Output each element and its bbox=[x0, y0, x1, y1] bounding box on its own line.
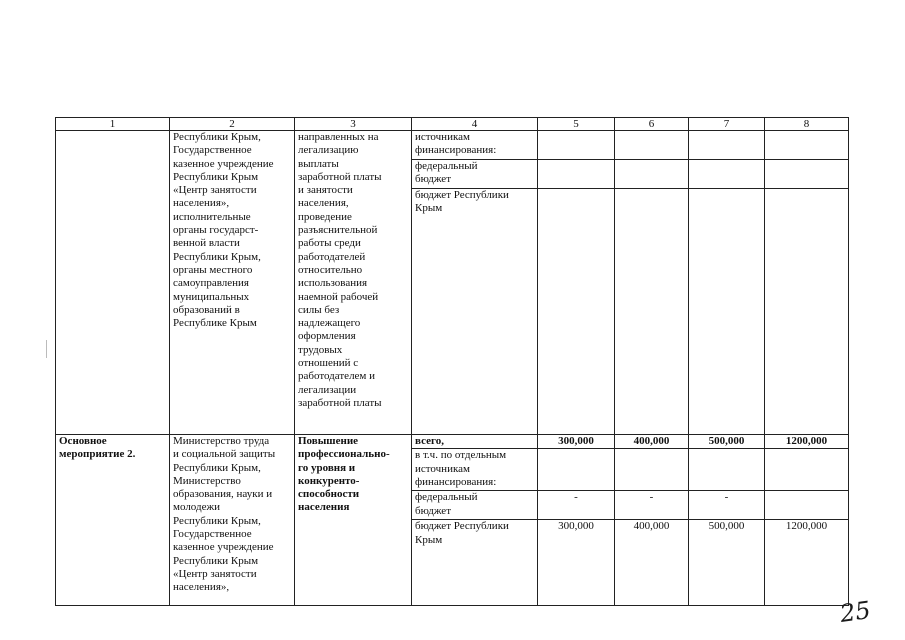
page-number: 25 bbox=[838, 596, 873, 628]
table-row bbox=[56, 435, 849, 449]
value-cell bbox=[615, 449, 689, 491]
value-cell bbox=[765, 189, 849, 435]
value-cell bbox=[538, 449, 615, 491]
measure-title-cell: Основное мероприятие 2. bbox=[56, 435, 170, 606]
empty-cell bbox=[56, 131, 170, 435]
value-cell bbox=[689, 189, 765, 435]
value-cell: - bbox=[538, 491, 615, 520]
value-cell bbox=[615, 131, 689, 160]
value-cell bbox=[615, 189, 689, 435]
col-number: 2 bbox=[170, 118, 295, 131]
value-cell: - bbox=[615, 491, 689, 520]
value-cell: 300,000 bbox=[538, 435, 615, 449]
value-cell: 500,000 bbox=[689, 520, 765, 606]
value-cell bbox=[689, 160, 765, 189]
value-cell bbox=[689, 131, 765, 160]
value-cell: 1200,000 bbox=[765, 435, 849, 449]
value-cell bbox=[765, 131, 849, 160]
funding-source-cell: федеральный бюджет bbox=[412, 160, 538, 189]
value-cell bbox=[765, 449, 849, 491]
col-number: 8 bbox=[765, 118, 849, 131]
value-cell bbox=[615, 160, 689, 189]
table-row bbox=[56, 131, 849, 160]
col-number: 6 bbox=[615, 118, 689, 131]
value-cell: 300,000 bbox=[538, 520, 615, 606]
column-number-row bbox=[56, 118, 849, 131]
funding-source-cell: в т.ч. по отдельным источникам финансирования: bbox=[412, 449, 538, 491]
value-cell bbox=[538, 160, 615, 189]
value-cell bbox=[538, 131, 615, 160]
col-number: 1 bbox=[56, 118, 170, 131]
col-number: 5 bbox=[538, 118, 615, 131]
value-cell bbox=[538, 189, 615, 435]
budget-table bbox=[55, 117, 849, 606]
funding-source-cell: бюджет Республики Крым bbox=[412, 520, 538, 606]
value-cell bbox=[765, 491, 849, 520]
funding-source-cell: источникам финансирования: bbox=[412, 131, 538, 160]
executors-cell: Министерство труда и социальной защиты Республики Крым, Министерство образования, науки и молодежи Республики Крым, Государственное казенное учреждение Республики Крым «Центр занятости населения», bbox=[170, 435, 295, 606]
measure-description-cell: Повышение профессионально- го уровня и конкуренто- способности населения bbox=[295, 435, 412, 606]
value-cell bbox=[765, 160, 849, 189]
measure-description-cell: направленных на легализацию выплаты заработной платы и занятости населения, проведение разъяснительной работы среди работодателей относительно использования наемной рабочей силы без надлежащего оформления трудовых отношений с работодателем и легализации заработной платы bbox=[295, 131, 412, 435]
funding-source-cell: всего, bbox=[412, 435, 538, 449]
col-number: 4 bbox=[412, 118, 538, 131]
value-cell: 400,000 bbox=[615, 435, 689, 449]
col-number: 3 bbox=[295, 118, 412, 131]
value-cell: 400,000 bbox=[615, 520, 689, 606]
scan-artifact bbox=[46, 340, 47, 358]
funding-source-cell: бюджет Республики Крым bbox=[412, 189, 538, 435]
executors-cell: Республики Крым, Государственное казенное учреждение Республики Крым «Центр занятости населения», исполнительные органы государст- венной власти Республики Крым, органы местного самоуправления муниципальных образований в Республике Крым bbox=[170, 131, 295, 435]
funding-source-cell: федеральный бюджет bbox=[412, 491, 538, 520]
value-cell: - bbox=[689, 491, 765, 520]
value-cell bbox=[689, 449, 765, 491]
value-cell: 1200,000 bbox=[765, 520, 849, 606]
col-number: 7 bbox=[689, 118, 765, 131]
value-cell: 500,000 bbox=[689, 435, 765, 449]
